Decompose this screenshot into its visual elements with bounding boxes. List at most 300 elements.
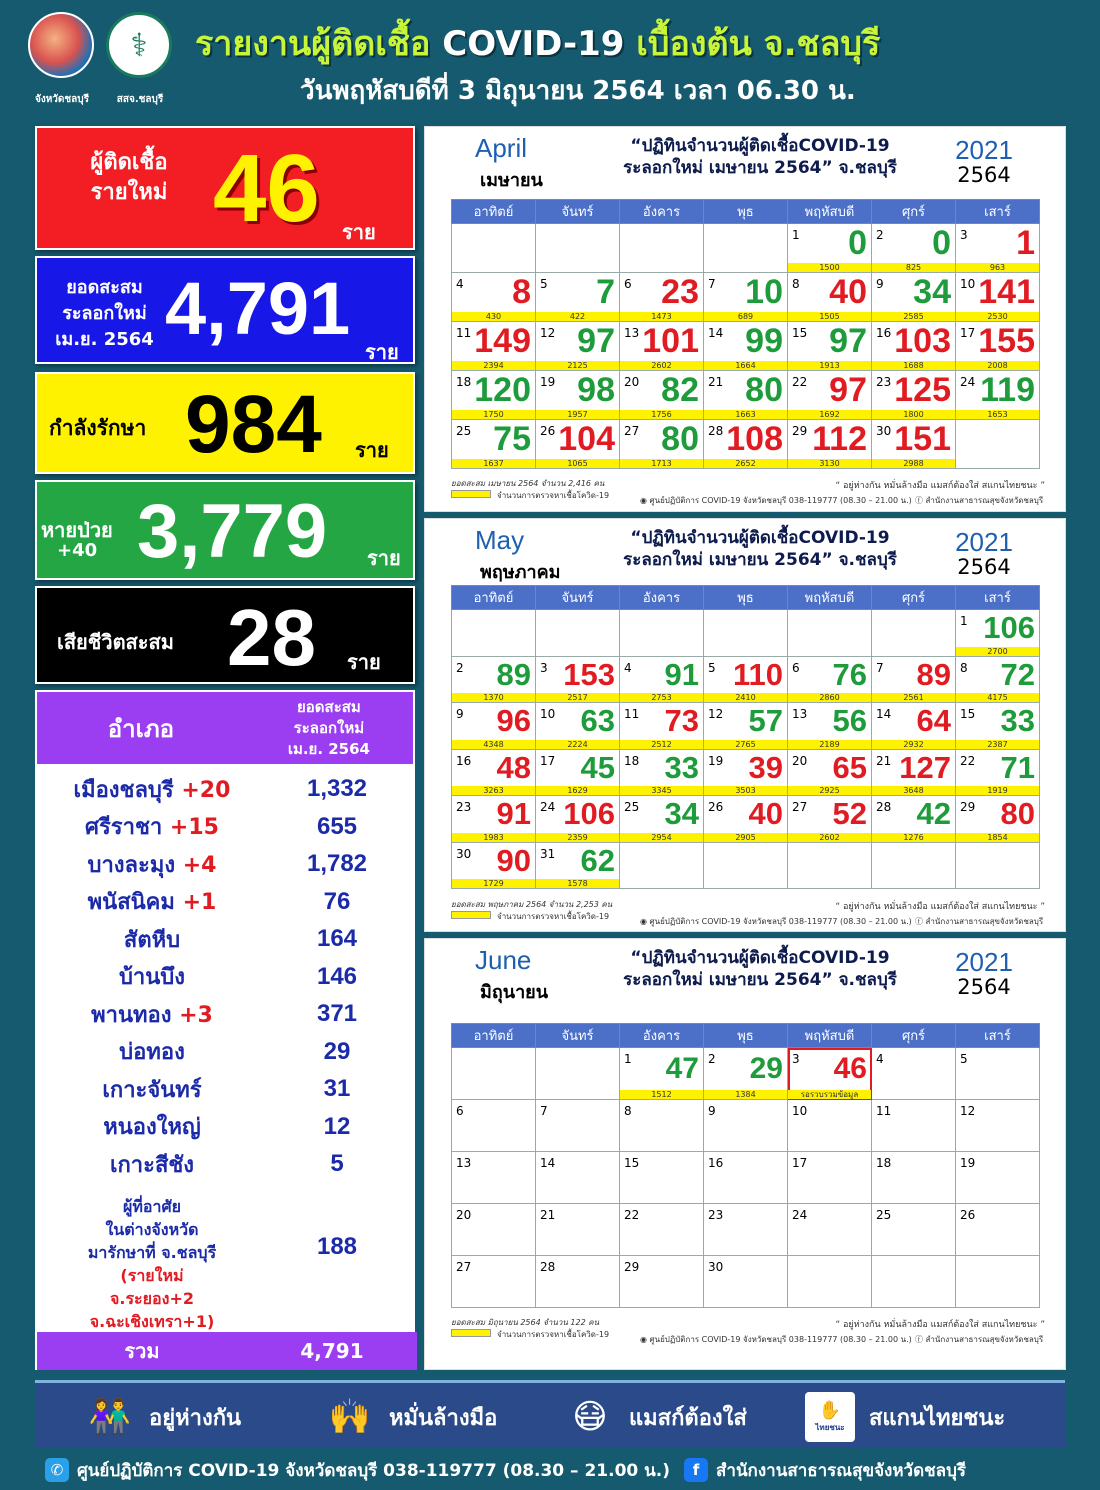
calendar-day: 19 98 1957 bbox=[536, 371, 620, 420]
district-row bbox=[37, 810, 417, 844]
calendar-day: 14 bbox=[536, 1152, 620, 1204]
june-calendar bbox=[424, 938, 1066, 1370]
weekday-header: ศุกร์ bbox=[872, 586, 956, 610]
calendar-day: 27 80 1713 bbox=[620, 420, 704, 469]
daily-tests: 2905 bbox=[704, 833, 787, 842]
district-name: บ้านบึง bbox=[118, 965, 186, 990]
daily-cases: 29 bbox=[749, 1051, 783, 1085]
calendar-day: 1 0 1500 bbox=[788, 224, 872, 273]
daily-tests: รอรวบรวมข้อมูล bbox=[788, 1090, 871, 1099]
district-name: เกาะจันทร์ bbox=[102, 1077, 202, 1103]
june-summary: ยอดสะสม มิถุนายน 2564 จำนวน 122 คน bbox=[451, 1318, 600, 1327]
district-increase: +20 bbox=[173, 777, 231, 803]
calendar-day: 5 bbox=[956, 1048, 1040, 1100]
district-increase: +4 bbox=[175, 852, 217, 878]
recovered-value: 3,779 bbox=[137, 489, 328, 574]
center-contact: ◉ ศูนย์ปฏิบัติการ COVID-19 จังหวัดชลบุรี 038-119777 (08.30 – 21.00 น.) bbox=[640, 917, 912, 926]
daily-cases: 42 bbox=[916, 796, 951, 832]
calendar-day: 1 106 2700 bbox=[956, 610, 1040, 657]
daily-cases: 56 bbox=[832, 703, 867, 739]
office-name: ⓕ สำนักงานสาธารณสุขจังหวัดชลบุรี bbox=[915, 1335, 1044, 1344]
calendar-day: 9 96 4348 bbox=[452, 703, 536, 750]
report-date: วันพฤหัสบดีที่ 3 มิถุนายน 2564 เวลา 06.30 น. bbox=[300, 76, 856, 106]
daily-cases: 48 bbox=[496, 749, 531, 785]
daily-tests: 689 bbox=[704, 312, 787, 321]
district-value: 371 bbox=[316, 1000, 358, 1027]
calendar-day: 4 8 430 bbox=[452, 273, 536, 322]
ministry-public-health-logo: ⚕ bbox=[106, 12, 172, 78]
daily-cases: 65 bbox=[832, 749, 867, 785]
weekday-header: ศุกร์ bbox=[872, 200, 956, 224]
calendar-day: 14 64 2932 bbox=[872, 703, 956, 750]
thaichana-item: ✋ ไทยชนะ สแกนไทยชนะ bbox=[805, 1391, 1005, 1443]
daily-tests: 1983 bbox=[452, 833, 535, 842]
weekday-header: พุธ bbox=[704, 586, 788, 610]
calendar-day: 20 65 2925 bbox=[788, 749, 872, 796]
daily-tests: 1637 bbox=[452, 459, 535, 468]
calendar-day: 14 99 1664 bbox=[704, 322, 788, 371]
mask-item: 😷 แมสก์ต้องใส่ bbox=[565, 1391, 747, 1443]
daily-cases: 71 bbox=[1000, 749, 1035, 785]
district-value: 146 bbox=[316, 962, 358, 990]
calendar-day: 24 106 2359 bbox=[536, 796, 620, 843]
facebook-icon: f bbox=[684, 1458, 708, 1482]
calendar-day: 23 91 1983 bbox=[452, 796, 536, 843]
daily-tests: 2602 bbox=[788, 833, 871, 842]
district-row bbox=[37, 1110, 417, 1144]
daily-tests: 1663 bbox=[704, 410, 787, 419]
district-name: พานทอง +3 bbox=[91, 1002, 213, 1028]
calendar-day: 13 101 2602 bbox=[620, 322, 704, 371]
cumulative-value: 4,791 bbox=[165, 267, 351, 350]
calendar-day: 4 91 2753 bbox=[620, 656, 704, 703]
calendar-day: 11 bbox=[872, 1100, 956, 1152]
legend-label: จำนวนการตรวจหาเชื้อโควิด-19 bbox=[497, 912, 610, 921]
daily-tests: 3503 bbox=[704, 786, 787, 795]
daily-cases: 101 bbox=[642, 322, 699, 360]
daily-tests: 1065 bbox=[536, 459, 619, 468]
may-calendar-grid bbox=[451, 585, 1040, 889]
daily-tests: 3648 bbox=[872, 786, 955, 795]
calendar-day: 29 bbox=[620, 1256, 704, 1308]
calendar-day: 23 125 1800 bbox=[872, 371, 956, 420]
daily-tests: 3130 bbox=[788, 459, 871, 468]
weekday-header: พฤหัสบดี bbox=[788, 200, 872, 224]
calendar-title: “ปฏิทินจำนวนผู้ติดเชื้อCOVID-19 ระลอกใหม่ เมษายน 2564” จ.ชลบุรี bbox=[623, 136, 897, 178]
calendar-day: 10 bbox=[788, 1100, 872, 1152]
weekday-header: พฤหัสบดี bbox=[788, 586, 872, 610]
daily-cases: 99 bbox=[745, 322, 783, 360]
weekday-header: อาทิตย์ bbox=[452, 1024, 536, 1048]
calendar-day: 6 76 2860 bbox=[788, 656, 872, 703]
daily-cases: 7 bbox=[596, 273, 615, 311]
calendar-day: 22 97 1692 bbox=[788, 371, 872, 420]
daily-cases: 0 bbox=[848, 224, 867, 262]
daily-cases: 149 bbox=[474, 322, 531, 360]
daily-cases: 39 bbox=[748, 749, 783, 785]
may-summary: ยอดสะสม พฤษภาคม 2564 จำนวน 2,253 คน bbox=[451, 900, 613, 909]
phone-icon: ✆ bbox=[45, 1458, 69, 1482]
daily-tests: 2359 bbox=[536, 833, 619, 842]
daily-cases: 97 bbox=[829, 322, 867, 360]
slogan: “ อยู่ห่างกัน หมั่นล้างมือ แมสก์ต้องใส่ สแกนไทยชนะ ” bbox=[835, 481, 1045, 491]
daily-cases: 106 bbox=[983, 610, 1035, 646]
daily-cases: 34 bbox=[913, 273, 951, 311]
calendar-day: 8 bbox=[620, 1100, 704, 1152]
daily-tests: 1276 bbox=[872, 833, 955, 842]
center-contact: ◉ ศูนย์ปฏิบัติการ COVID-19 จังหวัดชลบุรี 038-119777 (08.30 – 21.00 น.) bbox=[640, 496, 912, 505]
district-value: 31 bbox=[323, 1075, 351, 1102]
calendar-day: 25 75 1637 bbox=[452, 420, 536, 469]
daily-tests: 2530 bbox=[956, 312, 1039, 321]
daily-tests: 1800 bbox=[872, 410, 955, 419]
daily-cases: 64 bbox=[916, 703, 951, 739]
weekday-header: พุธ bbox=[704, 200, 788, 224]
calendar-day: 12 bbox=[956, 1100, 1040, 1152]
weekday-header: พฤหัสบดี bbox=[788, 1024, 872, 1048]
daily-cases: 47 bbox=[665, 1051, 699, 1085]
daily-cases: 119 bbox=[980, 371, 1035, 409]
calendar-day: 13 bbox=[452, 1152, 536, 1204]
daily-tests: 2652 bbox=[704, 459, 787, 468]
district-row bbox=[37, 1035, 417, 1069]
calendar-day: 31 62 1578 bbox=[536, 842, 620, 889]
slogan: “ อยู่ห่างกัน หมั่นล้างมือ แมสก์ต้องใส่ สแกนไทยชนะ ” bbox=[835, 902, 1045, 912]
legend-label: จำนวนการตรวจหาเชื้อโควิด-19 bbox=[497, 491, 610, 500]
calendar-day: 11 149 2394 bbox=[452, 322, 536, 371]
calendar-day: 26 40 2905 bbox=[704, 796, 788, 843]
daily-cases: 10 bbox=[745, 273, 783, 311]
calendar-day: 16 48 3263 bbox=[452, 749, 536, 796]
daily-tests: 2008 bbox=[956, 361, 1039, 370]
weekday-header: อังคาร bbox=[620, 200, 704, 224]
daily-cases: 76 bbox=[832, 656, 867, 692]
daily-cases: 141 bbox=[978, 273, 1035, 311]
slogan: “ อยู่ห่างกัน หมั่นล้างมือ แมสก์ต้องใส่ สแกนไทยชนะ ” bbox=[835, 1320, 1045, 1330]
calendar-title: “ปฏิทินจำนวนผู้ติดเชื้อCOVID-19 ระลอกใหม่ เมษายน 2564” จ.ชลบุรี bbox=[623, 948, 897, 990]
daily-cases: 103 bbox=[894, 322, 951, 360]
calendar-day: 29 80 1854 bbox=[956, 796, 1040, 843]
june-calendar-grid bbox=[451, 1023, 1040, 1308]
district-row bbox=[37, 772, 417, 806]
daily-tests: 1653 bbox=[956, 410, 1039, 419]
daily-cases: 75 bbox=[493, 420, 531, 458]
daily-tests: 2954 bbox=[620, 833, 703, 842]
year-th: 2564 bbox=[957, 555, 1011, 579]
weekday-header: จันทร์ bbox=[536, 200, 620, 224]
calendar-day: 27 52 2602 bbox=[788, 796, 872, 843]
calendar-day: 28 bbox=[536, 1256, 620, 1308]
weekday-header: พุธ bbox=[704, 1024, 788, 1048]
calendar-day: 3 153 2517 bbox=[536, 656, 620, 703]
daily-tests: 1505 bbox=[788, 312, 871, 321]
calendar-day: 21 80 1663 bbox=[704, 371, 788, 420]
calendar-day: 11 73 2512 bbox=[620, 703, 704, 750]
calendar-day: 6 bbox=[452, 1100, 536, 1152]
daily-cases: 125 bbox=[894, 371, 951, 409]
new-cases-value: 46 bbox=[213, 135, 320, 242]
prevention-bar bbox=[35, 1380, 1065, 1448]
daily-cases: 91 bbox=[496, 796, 531, 832]
calendar-day: 26 bbox=[956, 1204, 1040, 1256]
daily-tests: 2932 bbox=[872, 740, 955, 749]
daily-cases: 8 bbox=[512, 273, 531, 311]
daily-cases: 120 bbox=[474, 371, 531, 409]
daily-cases: 97 bbox=[829, 371, 867, 409]
daily-cases: 34 bbox=[664, 796, 699, 832]
daily-tests: 2517 bbox=[536, 693, 619, 702]
calendar-day: 22 bbox=[620, 1204, 704, 1256]
calendar-day: 6 23 1473 bbox=[620, 273, 704, 322]
daily-cases: 72 bbox=[1000, 656, 1035, 692]
legend-swatch bbox=[451, 911, 491, 919]
weekday-header: เสาร์ bbox=[956, 1024, 1040, 1048]
daily-tests: 963 bbox=[956, 263, 1039, 272]
treating-value: 984 bbox=[185, 379, 322, 470]
calendar-title: “ปฏิทินจำนวนผู้ติดเชื้อCOVID-19 ระลอกใหม่ เมษายน 2564” จ.ชลบุรี bbox=[623, 528, 897, 570]
district-increase: +1 bbox=[174, 890, 217, 915]
daily-tests: 1919 bbox=[956, 786, 1039, 795]
district-row bbox=[37, 885, 417, 919]
calendar-day: 18 120 1750 bbox=[452, 371, 536, 420]
daily-cases: 97 bbox=[577, 322, 615, 360]
daily-tests: 2602 bbox=[620, 361, 703, 370]
daily-cases: 1 bbox=[1016, 224, 1035, 262]
daily-tests: 2512 bbox=[620, 740, 703, 749]
calendar-day: 20 bbox=[452, 1204, 536, 1256]
april-calendar bbox=[424, 126, 1066, 512]
daily-tests: 2189 bbox=[788, 740, 871, 749]
calendar-day: 25 bbox=[872, 1204, 956, 1256]
daily-tests: 1512 bbox=[620, 1090, 703, 1099]
calendar-day: 30 90 1729 bbox=[452, 842, 536, 889]
calendar-day: 23 bbox=[704, 1204, 788, 1256]
treating-box: กำลังรักษา 984 ราย bbox=[35, 372, 415, 474]
legend-swatch bbox=[451, 490, 491, 498]
calendar-day: 15 33 2387 bbox=[956, 703, 1040, 750]
calendar-day: 24 bbox=[788, 1204, 872, 1256]
district-name: บ่อทอง bbox=[119, 1040, 185, 1065]
daily-cases: 155 bbox=[978, 322, 1035, 360]
calendar-day: 9 bbox=[704, 1100, 788, 1152]
daily-tests: 2753 bbox=[620, 693, 703, 702]
daily-cases: 57 bbox=[748, 703, 783, 739]
calendar-day: 21 127 3648 bbox=[872, 749, 956, 796]
district-name: เมืองชลบุรี +20 bbox=[73, 777, 231, 803]
district-total: รวม 4,791 bbox=[37, 1332, 417, 1370]
district-value: 164 bbox=[316, 925, 358, 952]
thaichana-logo-icon: ✋ ไทยชนะ bbox=[805, 1392, 855, 1442]
district-table bbox=[35, 690, 415, 1370]
daily-tests: 1692 bbox=[788, 410, 871, 419]
daily-cases: 0 bbox=[932, 224, 951, 262]
daily-cases: 106 bbox=[563, 796, 615, 832]
cumulative-box: ยอดสะสม ระลอกใหม่ เม.ย. 2564 4,791 ราย bbox=[35, 256, 415, 364]
daily-tests: 1384 bbox=[704, 1090, 787, 1099]
daily-cases: 23 bbox=[661, 273, 699, 311]
district-value: 1,332 bbox=[306, 775, 368, 802]
mask-icon: 😷 bbox=[572, 1397, 608, 1437]
calendar-day: 2 29 1384 bbox=[704, 1048, 788, 1100]
calendar-day: 15 bbox=[620, 1152, 704, 1204]
daily-tests: 825 bbox=[872, 263, 955, 272]
calendar-day: 30 151 2988 bbox=[872, 420, 956, 469]
weekday-header: อาทิตย์ bbox=[452, 586, 536, 610]
district-value: 12 bbox=[323, 1112, 351, 1140]
new-cases-box: ผู้ติดเชื้อ รายใหม่ 46 ราย bbox=[35, 126, 415, 250]
daily-cases: 52 bbox=[832, 796, 867, 832]
district-name: หนองใหญ่ bbox=[103, 1115, 201, 1140]
daily-tests: 4175 bbox=[956, 693, 1039, 702]
daily-cases: 62 bbox=[580, 842, 615, 878]
weekday-header: อังคาร bbox=[620, 586, 704, 610]
calendar-day: 7 bbox=[536, 1100, 620, 1152]
daily-cases: 63 bbox=[580, 703, 615, 739]
district-value: 5 bbox=[330, 1150, 344, 1177]
daily-tests: 2765 bbox=[704, 740, 787, 749]
calendar-day: 10 63 2224 bbox=[536, 703, 620, 750]
calendar-day: 30 bbox=[704, 1256, 788, 1308]
april-summary: ยอดสะสม เมษายน 2564 จำนวน 2,416 คน bbox=[451, 479, 605, 488]
calendar-day: 18 bbox=[872, 1152, 956, 1204]
district-name: เกาะสีชัง bbox=[109, 1152, 195, 1178]
daily-cases: 40 bbox=[829, 273, 867, 311]
header bbox=[0, 0, 1100, 118]
district-value: 76 bbox=[323, 887, 351, 915]
district-value: 29 bbox=[323, 1037, 351, 1065]
daily-cases: 80 bbox=[1000, 796, 1035, 832]
daily-cases: 98 bbox=[577, 371, 615, 409]
district-value: 655 bbox=[316, 812, 358, 840]
april-month-en: April bbox=[475, 133, 528, 163]
district-row bbox=[37, 1147, 417, 1181]
calendar-day: 13 56 2189 bbox=[788, 703, 872, 750]
year-th: 2564 bbox=[957, 163, 1011, 187]
district-row bbox=[37, 847, 417, 881]
daily-cases: 82 bbox=[661, 371, 699, 409]
daily-tests: 2585 bbox=[872, 312, 955, 321]
daily-tests: 2700 bbox=[956, 647, 1039, 656]
calendar-day: 19 bbox=[956, 1152, 1040, 1204]
daily-tests: 2988 bbox=[872, 459, 955, 468]
handwash-icon: 🙌 bbox=[328, 1397, 372, 1437]
daily-cases: 110 bbox=[732, 656, 783, 692]
calendar-day: 16 103 1688 bbox=[872, 322, 956, 371]
may-month-th: พฤษภาคม bbox=[480, 562, 561, 583]
district-name: พนัสนิคม +1 bbox=[87, 890, 217, 915]
calendar-day: 24 119 1653 bbox=[956, 371, 1040, 420]
page-title: รายงานผู้ติดเชื้อ COVID-19 เบื้องต้น จ.ชลบุรี bbox=[195, 24, 881, 64]
daily-cases: 80 bbox=[745, 371, 783, 409]
daily-tests: 2561 bbox=[872, 693, 955, 702]
deaths-box: เสียชีวิตสะสม 28 ราย bbox=[35, 586, 415, 684]
weekday-header: ศุกร์ bbox=[872, 1024, 956, 1048]
office-name: ⓕ สำนักงานสาธารณสุขจังหวัดชลบุรี bbox=[915, 496, 1044, 505]
daily-cases: 33 bbox=[1000, 703, 1035, 739]
daily-cases: 89 bbox=[496, 656, 531, 692]
distancing-icon: 👫 bbox=[88, 1397, 132, 1437]
daily-cases: 112 bbox=[812, 420, 867, 458]
june-month-th: มิถุนายน bbox=[480, 982, 549, 1003]
weekday-header: อาทิตย์ bbox=[452, 200, 536, 224]
calendar-day: 7 10 689 bbox=[704, 273, 788, 322]
calendar-day: 25 34 2954 bbox=[620, 796, 704, 843]
daily-tests: 1750 bbox=[452, 410, 535, 419]
calendar-day: 5 7 422 bbox=[536, 273, 620, 322]
daily-tests: 2125 bbox=[536, 361, 619, 370]
daily-tests: 2410 bbox=[704, 693, 787, 702]
weekday-header: เสาร์ bbox=[956, 200, 1040, 224]
daily-cases: 46 bbox=[833, 1051, 867, 1085]
daily-tests: 2394 bbox=[452, 361, 535, 370]
daily-tests: 1688 bbox=[872, 361, 955, 370]
district-name: สัตหีบ bbox=[123, 927, 181, 953]
daily-tests: 430 bbox=[452, 312, 535, 321]
april-calendar-grid bbox=[451, 199, 1040, 469]
calendar-day: 26 104 1065 bbox=[536, 420, 620, 469]
daily-cases: 127 bbox=[899, 749, 951, 785]
district-value: 1,782 bbox=[306, 850, 368, 877]
district-row bbox=[37, 1072, 417, 1106]
handwash-item: 🙌 หมั่นล้างมือ bbox=[325, 1391, 497, 1443]
logo2-caption: สสจ.ชลบุรี bbox=[116, 94, 164, 105]
daily-cases: 73 bbox=[664, 703, 699, 739]
district-table-header: อำเภอ ยอดสะสม ระลอกใหม่ เม.ย. 2564 bbox=[37, 692, 413, 764]
calendar-day: 8 72 4175 bbox=[956, 656, 1040, 703]
weekday-header: จันทร์ bbox=[536, 586, 620, 610]
calendar-day: 9 34 2585 bbox=[872, 273, 956, 322]
calendar-day: 28 42 1276 bbox=[872, 796, 956, 843]
calendar-day: 16 bbox=[704, 1152, 788, 1204]
daily-tests: 1370 bbox=[452, 693, 535, 702]
calendar-day: 2 0 825 bbox=[872, 224, 956, 273]
year-en: 2021 bbox=[955, 947, 1013, 977]
calendar-day: 22 71 1919 bbox=[956, 749, 1040, 796]
daily-cases: 90 bbox=[496, 842, 531, 878]
calendar-day: 21 bbox=[536, 1204, 620, 1256]
daily-cases: 96 bbox=[496, 703, 531, 739]
daily-tests: 1473 bbox=[620, 312, 703, 321]
daily-tests: 2925 bbox=[788, 786, 871, 795]
daily-cases: 89 bbox=[916, 656, 951, 692]
daily-tests: 4348 bbox=[452, 740, 535, 749]
calendar-day: 27 bbox=[452, 1256, 536, 1308]
daily-cases: 104 bbox=[558, 420, 615, 458]
district-row bbox=[37, 997, 417, 1031]
daily-cases: 40 bbox=[748, 796, 783, 832]
calendar-day: 17 bbox=[788, 1152, 872, 1204]
legend-swatch bbox=[451, 1329, 491, 1337]
district-name: ศรีราชา +15 bbox=[85, 815, 219, 840]
may-month-en: May bbox=[475, 525, 525, 555]
daily-cases: 80 bbox=[661, 420, 699, 458]
daily-tests: 1957 bbox=[536, 410, 619, 419]
logo1-caption: จังหวัดชลบุรี bbox=[34, 94, 90, 105]
calendar-day: 3 46 รอรวบรวมข้อมูล bbox=[788, 1048, 872, 1100]
calendar-day: 19 39 3503 bbox=[704, 749, 788, 796]
calendar-day: 17 155 2008 bbox=[956, 322, 1040, 371]
daily-tests: 1664 bbox=[704, 361, 787, 370]
daily-cases: 108 bbox=[726, 420, 783, 458]
daily-tests: 1729 bbox=[452, 879, 535, 888]
district-increase: +3 bbox=[171, 1002, 213, 1028]
calendar-day: 12 57 2765 bbox=[704, 703, 788, 750]
daily-cases: 153 bbox=[563, 656, 615, 692]
daily-cases: 91 bbox=[664, 656, 699, 692]
daily-tests: 1578 bbox=[536, 879, 619, 888]
calendar-day: 4 bbox=[872, 1048, 956, 1100]
calendar-day: 28 108 2652 bbox=[704, 420, 788, 469]
